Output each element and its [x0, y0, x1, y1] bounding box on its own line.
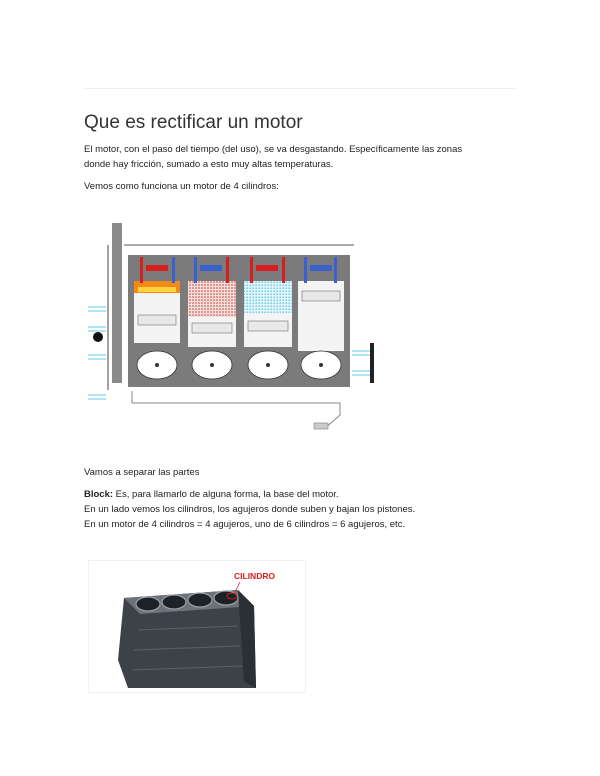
- page-title: Que es rectificar un motor: [84, 112, 303, 133]
- four-cylinder-engine-diagram: [84, 215, 384, 437]
- parts-intro-paragraph: Vamos a separar las partes: [84, 467, 200, 478]
- block-definition: Es, para llamarlo de alguna forma, la base del motor.: [113, 489, 339, 500]
- top-divider: [84, 88, 516, 89]
- block-line-1: [84, 487, 514, 502]
- coolant-lines-left: [88, 307, 106, 399]
- cylinder-1: [134, 257, 180, 343]
- intro-line-2: donde hay fricción, sumado a esto muy altas temperaturas.: [84, 159, 334, 170]
- cylinder-callout-label: CILINDRO: [234, 571, 276, 581]
- block-line-2: En un lado vemos los cilindros, los agujeros donde suben y bajan los pistones.: [84, 504, 416, 515]
- block-line-3: En un motor de 4 cilindros = 4 agujeros, uno de 6 cilindros = 6 agujeros, etc.: [84, 519, 406, 530]
- block-term: Block:: [84, 489, 114, 500]
- intro-line-1: El motor, con el paso del tiempo (del uso), se va desgastando. Específicamente las zonas: [84, 144, 463, 155]
- flywheel-housing: [112, 223, 122, 383]
- intro-paragraph: [84, 142, 514, 172]
- block-paragraph: [84, 487, 514, 532]
- oil-line: [132, 391, 340, 429]
- engine-intro-paragraph: Vemos como funciona un motor de 4 cilindros:: [84, 181, 279, 192]
- cylinder-3: [244, 257, 292, 347]
- cylinder-2: [188, 257, 236, 347]
- engine-block-photo: [88, 560, 306, 693]
- pulley-icon: [93, 332, 103, 342]
